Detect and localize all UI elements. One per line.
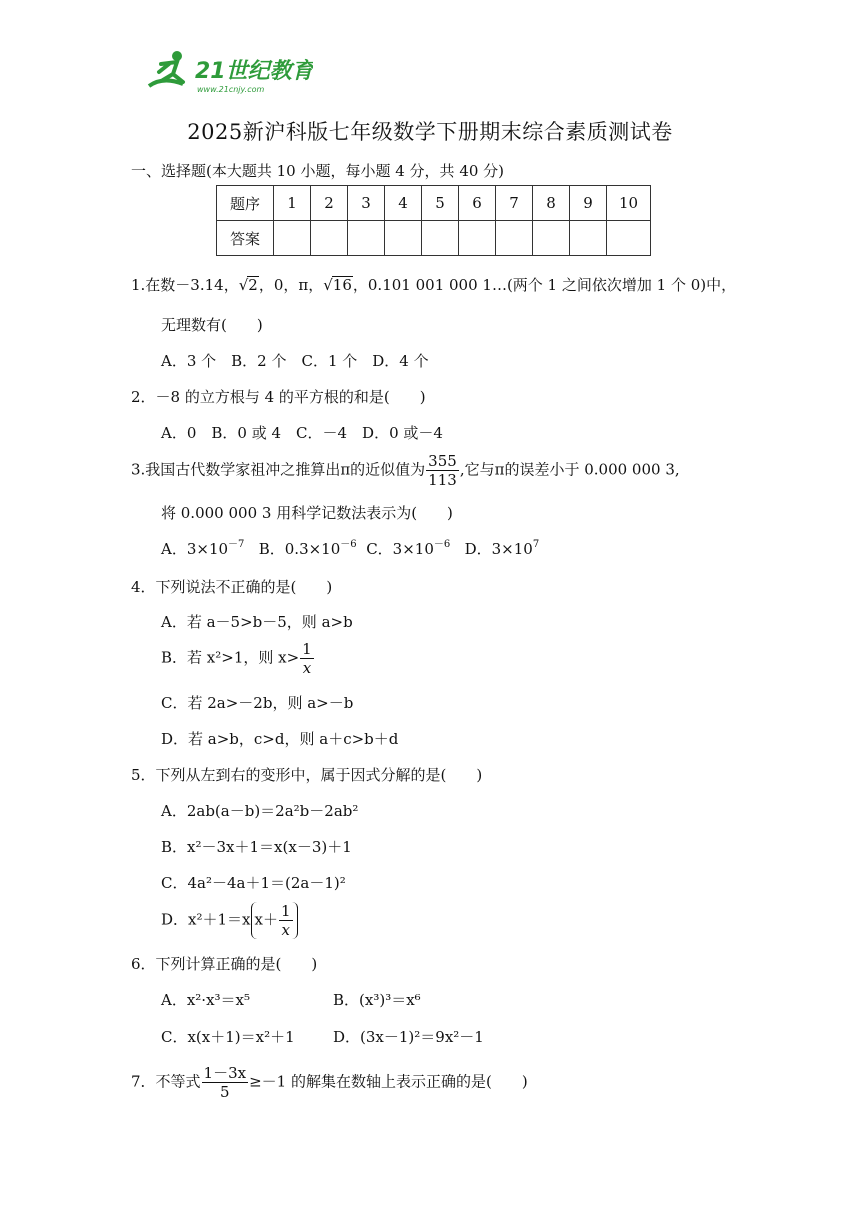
sqrt-symbol: √ <box>238 276 249 294</box>
question-number: 2 <box>311 186 348 221</box>
q5-opt-b: B．x²－3x＋1＝x(x－3)＋1 <box>161 838 352 856</box>
answer-cell[interactable] <box>348 221 385 256</box>
answer-cell[interactable] <box>459 221 496 256</box>
question-number: 10 <box>607 186 651 221</box>
frac-denominator: 5 <box>220 1083 230 1101</box>
q6-opt-a: A．x²·x³＝x⁵ <box>161 991 251 1009</box>
q6-opt-d: D．(3x－1)²＝9x²－1 <box>333 1028 484 1046</box>
frac-denominator: x <box>281 921 290 939</box>
q6-opt-c: C．x(x＋1)＝x²＋1 <box>161 1028 295 1046</box>
table-row <box>217 221 651 256</box>
section-heading: 一、选择题(本大题共 10 小题，每小题 4 分，共 40 分) <box>131 162 505 180</box>
answer-cell[interactable] <box>496 221 533 256</box>
question-number: 3 <box>348 186 385 221</box>
answer-cell[interactable] <box>607 221 651 256</box>
answer-cell[interactable] <box>422 221 459 256</box>
answer-cell[interactable] <box>533 221 570 256</box>
row-label-answer: 答案 <box>217 221 274 256</box>
frac-numerator: 1 <box>302 640 312 658</box>
exponent: －7 <box>228 539 245 550</box>
row-label-number: 题序 <box>217 186 274 221</box>
q1-text-a: 1.在数－3.14， <box>131 276 239 294</box>
frac-numerator: 1 <box>280 902 291 920</box>
q3-fraction <box>426 452 459 489</box>
answer-cell[interactable] <box>385 221 422 256</box>
q3-opt-c: C．3×10 <box>366 540 434 558</box>
q3-text-a: 3.我国古代数学家祖冲之推算出π的近似值为 <box>131 460 426 479</box>
q4-fraction <box>300 640 314 677</box>
q5-opt-d <box>161 902 298 939</box>
question-number: 9 <box>570 186 607 221</box>
exponent: －6 <box>433 539 451 550</box>
q5-inner-text: x＋ <box>254 910 278 929</box>
q5-opt-a: A．2ab(a－b)＝2a²b－2ab² <box>161 802 359 820</box>
frac-denominator: 113 <box>428 471 457 489</box>
q1-line2: 无理数有( ) <box>161 316 263 334</box>
exponent: －6 <box>340 539 357 550</box>
q4-opt-c: C．若 2a>－2b，则 a>－b <box>161 694 354 712</box>
q3-options <box>161 538 539 559</box>
answer-cell[interactable] <box>274 221 311 256</box>
q5-opt-d-text: D．x²＋1＝x <box>161 910 251 929</box>
q7-fraction <box>202 1064 249 1101</box>
q4-opt-b-text: B．若 x²>1，则 x> <box>161 648 300 667</box>
q3-text-b: ,它与π的误差小于 0.000 000 3, <box>459 460 680 479</box>
q7-stem <box>131 1064 528 1101</box>
answer-cell[interactable] <box>311 221 348 256</box>
q5-opt-c: C．4a²－4a＋1＝(2a－1)² <box>161 874 346 892</box>
logo-url-text: www.21cnjy.com <box>197 85 265 94</box>
q5-stem: 5．下列从左到右的变形中，属于因式分解的是( ) <box>131 766 483 784</box>
q3-line2: 将 0.000 000 3 用科学记数法表示为( ) <box>161 504 453 522</box>
frac-denominator: x <box>302 659 312 677</box>
frac-numerator: 1－3x <box>203 1064 247 1082</box>
q4-opt-b <box>161 640 315 677</box>
frac-numerator: 355 <box>428 452 457 470</box>
q7-text-pre: 7．不等式 <box>131 1072 201 1091</box>
q3-opt-b: B．0.3×10 <box>258 540 341 558</box>
runner-logo-icon <box>143 46 313 96</box>
q5-fraction <box>279 902 293 939</box>
table-row <box>217 186 651 221</box>
question-number: 7 <box>496 186 533 221</box>
q3-opt-d: D．3×10 <box>464 540 533 558</box>
question-number: 6 <box>459 186 496 221</box>
q2-stem: 2．－8 的立方根与 4 的平方根的和是( ) <box>131 388 426 406</box>
exponent: 7 <box>532 539 540 550</box>
q4-opt-d: D．若 a>b，c>d，则 a＋c>b＋d <box>161 730 399 748</box>
q6-stem: 6．下列计算正确的是( ) <box>131 955 318 973</box>
q7-text-post: ≥－1 的解集在数轴上表示正确的是( ) <box>249 1072 528 1091</box>
question-number: 1 <box>274 186 311 221</box>
q6-opt-b: B．(x³)³＝x⁶ <box>333 991 421 1009</box>
q1-options: A．3 个 B．2 个 C．1 个 D．4 个 <box>161 352 429 370</box>
q4-opt-a: A．若 a－5>b－5，则 a>b <box>161 613 353 631</box>
logo <box>143 46 313 96</box>
answer-cell[interactable] <box>570 221 607 256</box>
q4-stem: 4．下列说法不正确的是( ) <box>131 578 333 596</box>
q1-text-c: ，0.101 001 000 1…(两个 1 之间依次增加 1 个 0)中， <box>352 276 737 294</box>
question-number: 4 <box>385 186 422 221</box>
q1-text-b: ，0，π， <box>258 276 324 294</box>
q3-opt-a: A．3×10 <box>161 540 229 558</box>
q3-line1 <box>131 452 680 489</box>
q1-sqrt16: 16 <box>332 276 352 294</box>
parenthesis-group <box>251 902 298 939</box>
answer-table <box>216 185 651 256</box>
logo-text: 21世纪教育 <box>195 59 313 84</box>
q1-sqrt2: 2 <box>248 276 258 294</box>
question-number: 5 <box>422 186 459 221</box>
page-title: 2025新沪科版七年级数学下册期末综合素质测试卷 <box>187 120 673 144</box>
sqrt-symbol: √ <box>323 276 333 294</box>
q1-line1 <box>131 274 736 295</box>
q2-options: A．0 B．0 或 4 C．－4 D．0 或－4 <box>161 424 443 442</box>
question-number: 8 <box>533 186 570 221</box>
